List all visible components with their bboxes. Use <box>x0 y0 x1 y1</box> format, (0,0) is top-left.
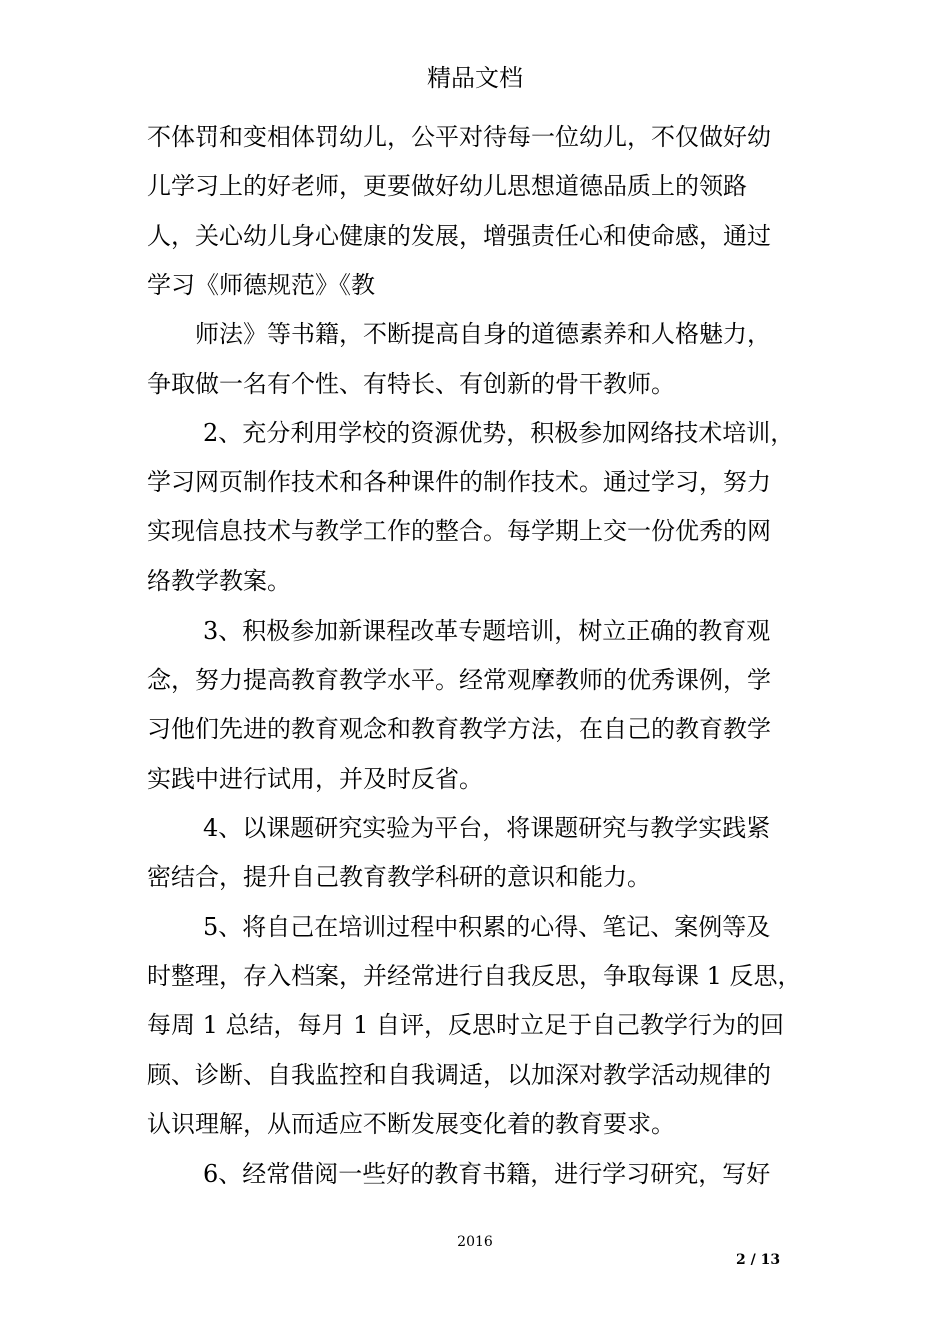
page-header: 精品文档 <box>427 64 523 92</box>
text-line: 师法》等书籍，不断提高自身的道德素养和人格魅力， <box>195 320 771 348</box>
text-line: 认识理解，从而适应不断发展变化着的教育要求。 <box>147 1110 675 1138</box>
text-line: 学习网页制作技术和各种课件的制作技术。通过学习，努力 <box>147 468 771 496</box>
text-line: 学习《师德规范》《教 <box>147 271 375 299</box>
footer-year: 2016 <box>457 1234 493 1250</box>
text-line: 实践中进行试用，并及时反省。 <box>147 765 483 793</box>
text-line: 络教学教案。 <box>147 567 291 595</box>
text-line: 密结合，提升自己教育教学科研的意识和能力。 <box>147 863 651 891</box>
text-line: 每周 1 总结，每月 1 自评，反思时立足于自己教学行为的回 <box>147 1011 785 1039</box>
text-line: 4、以课题研究实验为平台，将课题研究与教学实践紧 <box>203 814 771 842</box>
text-line: 5、将自己在培训过程中积累的心得、笔记、案例等及 <box>203 913 771 941</box>
text-line: 儿学习上的好老师，更要做好幼儿思想道德品质上的领路 <box>147 172 747 200</box>
text-line: 3、积极参加新课程改革专题培训，树立正确的教育观 <box>203 617 771 645</box>
page-number: 2 / 13 <box>736 1252 781 1268</box>
text-line: 习他们先进的教育观念和教育教学方法，在自己的教育教学 <box>147 715 771 743</box>
text-line: 时整理，存入档案，并经常进行自我反思，争取每课 1 反思， <box>147 962 802 990</box>
text-line: 6、经常借阅一些好的教育书籍，进行学习研究，写好 <box>203 1160 771 1188</box>
text-line: 顾、诊断、自我监控和自我调适，以加深对教学活动规律的 <box>147 1061 771 1089</box>
text-line: 念，努力提高教育教学水平。经常观摩教师的优秀课例，学 <box>147 666 771 694</box>
text-line: 2、充分利用学校的资源优势，积极参加网络技术培训， <box>203 419 795 447</box>
text-line: 人，关心幼儿身心健康的发展，增强责任心和使命感，通过 <box>147 222 771 250</box>
text-line: 实现信息技术与教学工作的整合。每学期上交一份优秀的网 <box>147 517 771 545</box>
text-line: 不体罚和变相体罚幼儿，公平对待每一位幼儿，不仅做好幼 <box>147 123 771 151</box>
text-line: 争取做一名有个性、有特长、有创新的骨干教师。 <box>147 370 675 398</box>
